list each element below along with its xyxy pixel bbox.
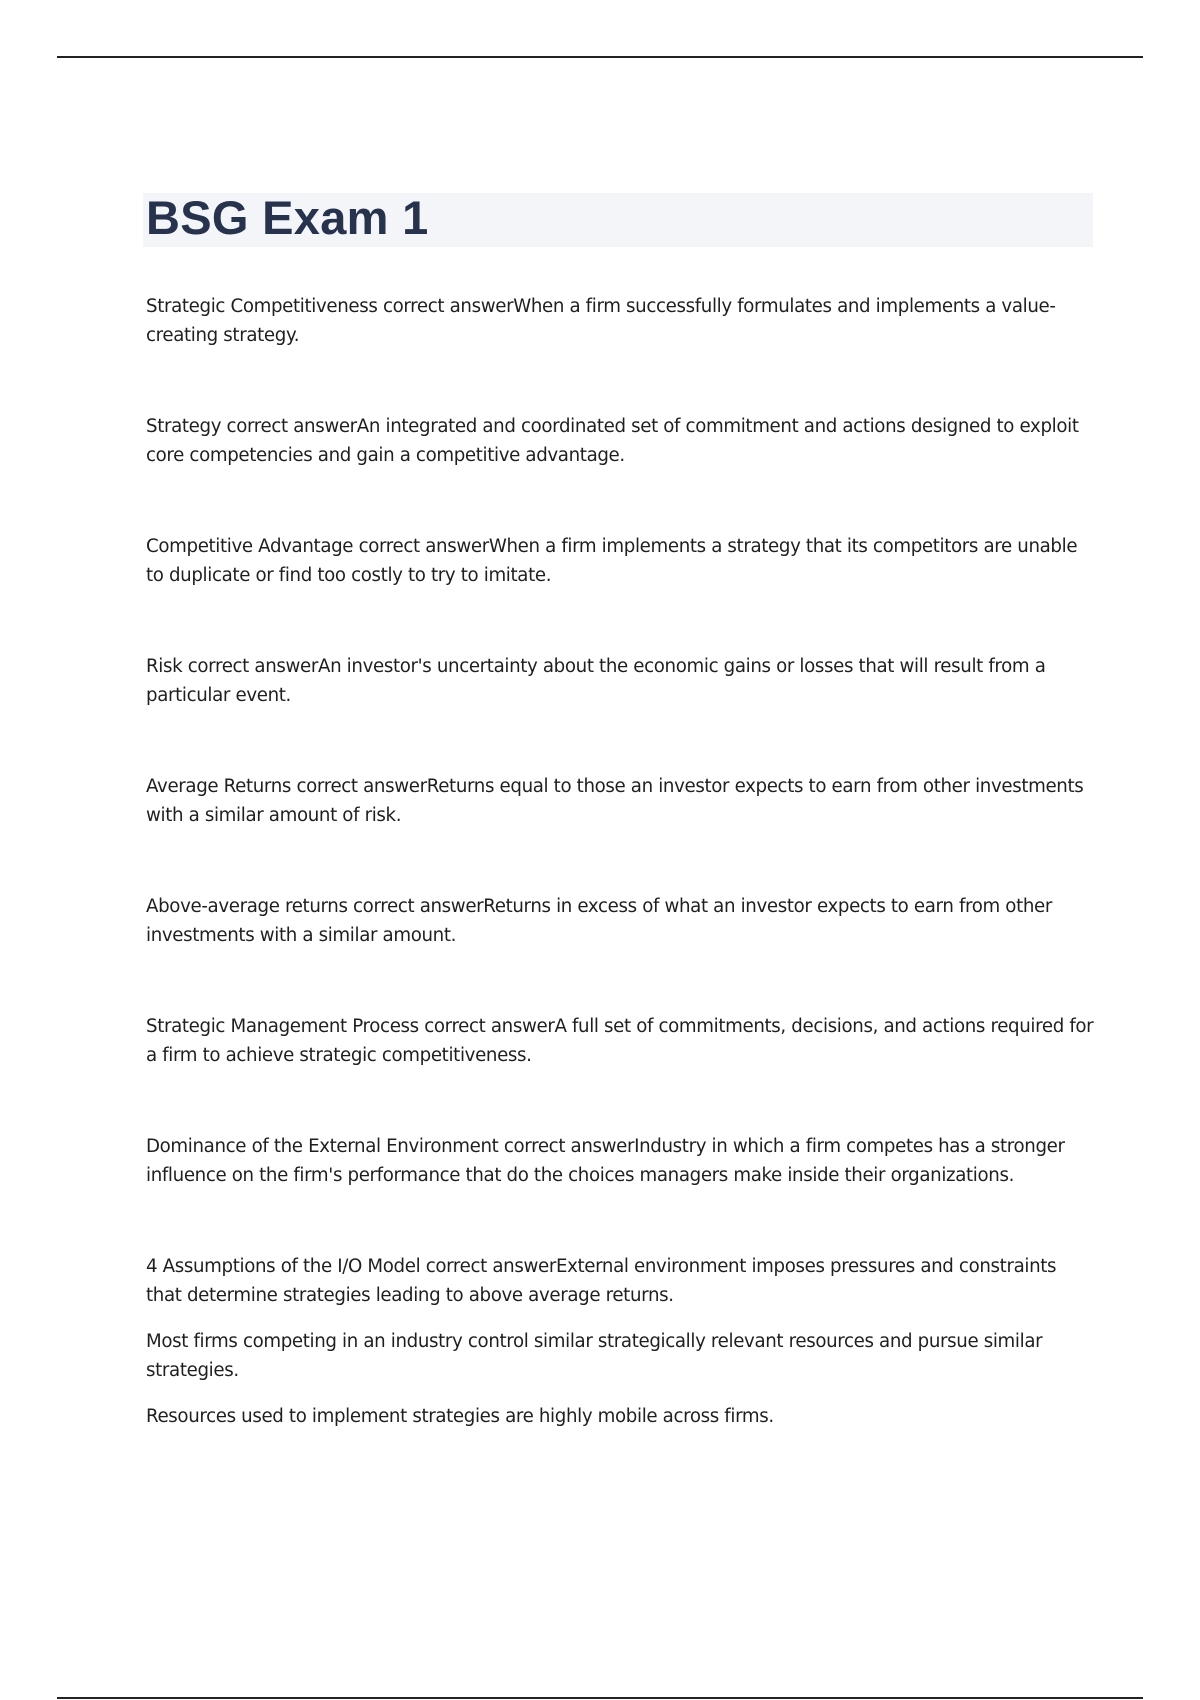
entry-dominance-external-environment: Dominance of the External Environment correct answerIndustry in which a firm competes has a stronger influence on the firm's performance that do the choices managers make inside their organizations. <box>146 1136 1065 1186</box>
entry-average-returns: Average Returns correct answerReturns equal to those an investor expects to earn from other investments with a similar amount of risk. <box>146 776 1084 826</box>
entry-strategic-management-process: Strategic Management Process correct answerA full set of commitments, decisions, and actions required for a firm to achieve strategic competitiveness. <box>146 1016 1094 1066</box>
bottom-rule <box>57 1697 1143 1699</box>
entry-risk: Risk correct answerAn investor's uncertainty about the economic gains or losses that will result from a particular event. <box>146 656 1046 706</box>
entry-io-model-assumption-3: Resources used to implement strategies are highly mobile across firms. <box>146 1406 774 1427</box>
entry-above-average-returns: Above-average returns correct answerReturns in excess of what an investor expects to earn from other investments with a similar amount. <box>146 896 1052 946</box>
page-title: BSG Exam 1 <box>146 191 429 244</box>
top-rule <box>57 56 1143 58</box>
entry-io-model-assumptions: 4 Assumptions of the I/O Model correct answerExternal environment imposes pressures and constraints that determine strategies leading to above average returns. <box>146 1256 1057 1306</box>
entry-competitive-advantage: Competitive Advantage correct answerWhen a firm implements a strategy that its competitors are unable to duplicate or find too costly to try to imitate. <box>146 536 1078 586</box>
entry-io-model-assumption-2: Most firms competing in an industry control similar strategically relevant resources and pursue similar strategies. <box>146 1331 1043 1381</box>
entry-strategy: Strategy correct answerAn integrated and coordinated set of commitment and actions designed to exploit core competencies and gain a competitive advantage. <box>146 416 1079 466</box>
entry-strategic-competitiveness: Strategic Competitiveness correct answerWhen a firm successfully formulates and implements a value-creating strategy. <box>146 296 1056 346</box>
